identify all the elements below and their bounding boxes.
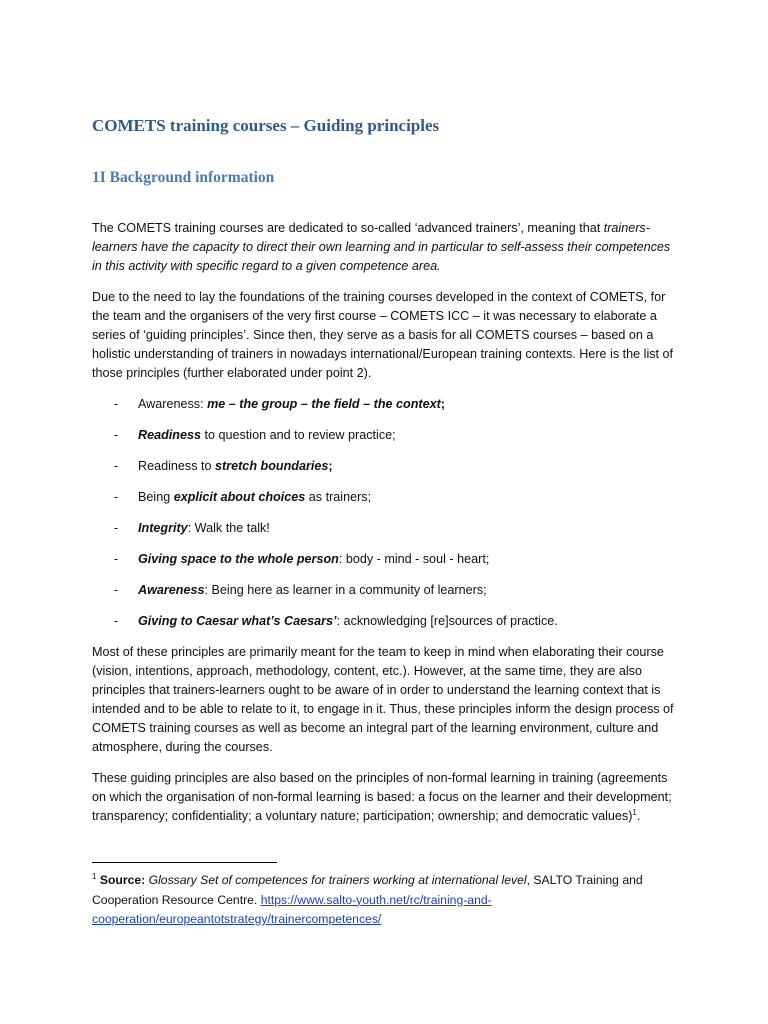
bullet-marker: -	[114, 521, 119, 535]
bullet-marker: -	[114, 397, 119, 411]
context-paragraph: Due to the need to lay the foundations of the training courses developed in the context of COMETS, for the team and the organisers of the very first course – COMETS ICC – it was necessary to elaborate a series of ‘guiding principles’. Since then, they serve as a basis for all COMETS courses – based on a holistic understanding of trainers in nowadays international/European training contexts. Here is the list of those principles (further elaborated under point 2).	[92, 290, 674, 380]
bullet-marker: -	[114, 614, 119, 628]
footnote-reference[interactable]: 1	[632, 807, 637, 817]
list-item: - Awareness: me – the group – the field – the context;	[92, 395, 682, 414]
footnote	[92, 871, 682, 930]
list-item: - Giving to Caesar what’s Caesars’: acknowledging [re]sources of practice.	[92, 612, 682, 631]
footnote-label: Source:	[96, 873, 149, 887]
intro-paragraph	[92, 219, 682, 276]
nonformal-paragraph: These guiding principles are also based on the principles of non-formal learning in training (agreements on which the organisation of non-formal learning is based: a focus on the learner and their development; transparency; confidentiality; a voluntary nature; participation; ownership; and democratic values)$^1$.	[92, 771, 672, 823]
bullet-marker: -	[114, 552, 119, 566]
footnote-source-rest: , SALTO Training and Cooperation Resource Centre.	[92, 873, 643, 907]
list-item: - Being explicit about choices as trainers;	[92, 488, 682, 507]
document-body	[92, 219, 682, 838]
intro-text: The COMETS training courses are dedicated to so-called ‘advanced trainers’, meaning that	[92, 221, 604, 235]
list-item: - Readiness to stretch boundaries;	[92, 457, 682, 476]
footnote-link[interactable]: https://www.salto-youth.net/rc/training-and-cooperation/europeantotstrategy/trainercompetences/	[92, 892, 492, 926]
bullet-marker: -	[114, 490, 119, 504]
bullet-marker: -	[114, 583, 119, 597]
list-item: - Awareness: Being here as learner in a community of learners;	[92, 581, 682, 600]
principles-list	[92, 395, 682, 631]
list-item: - Readiness to question and to review practice;	[92, 426, 682, 445]
section-heading: 1I Background information	[92, 169, 275, 186]
bullet-marker: -	[114, 428, 119, 442]
footnote-divider	[92, 862, 277, 863]
list-item: - Integrity: Walk the talk!	[92, 519, 682, 538]
footnote-source-title: Glossary Set of competences for trainers working at international level	[148, 873, 527, 887]
intro-emphasis: trainers-learners have the capacity to direct their own learning and in particular to self-assess their competences in this activity with specific regard to a given competence area.	[92, 221, 671, 273]
list-item: - Giving space to the whole person: body - mind - soul - heart;	[92, 550, 682, 569]
bullet-marker: -	[114, 459, 119, 473]
footnote-marker: 1	[92, 871, 97, 881]
document-title: COMETS training courses – Guiding principles	[92, 116, 440, 135]
purpose-paragraph: Most of these principles are primarily meant for the team to keep in mind when elaborating their course (vision, intentions, approach, methodology, content, etc.). However, at the same time, they are also principles that trainers-learners ought to be aware of in order to understand the learning context that is intended and to be able to relate to it, to engage in it. Thus, these principles inform the design process of COMETS training courses as well as become an integral part of the learning environment, culture and atmosphere, during the courses.	[92, 645, 674, 754]
